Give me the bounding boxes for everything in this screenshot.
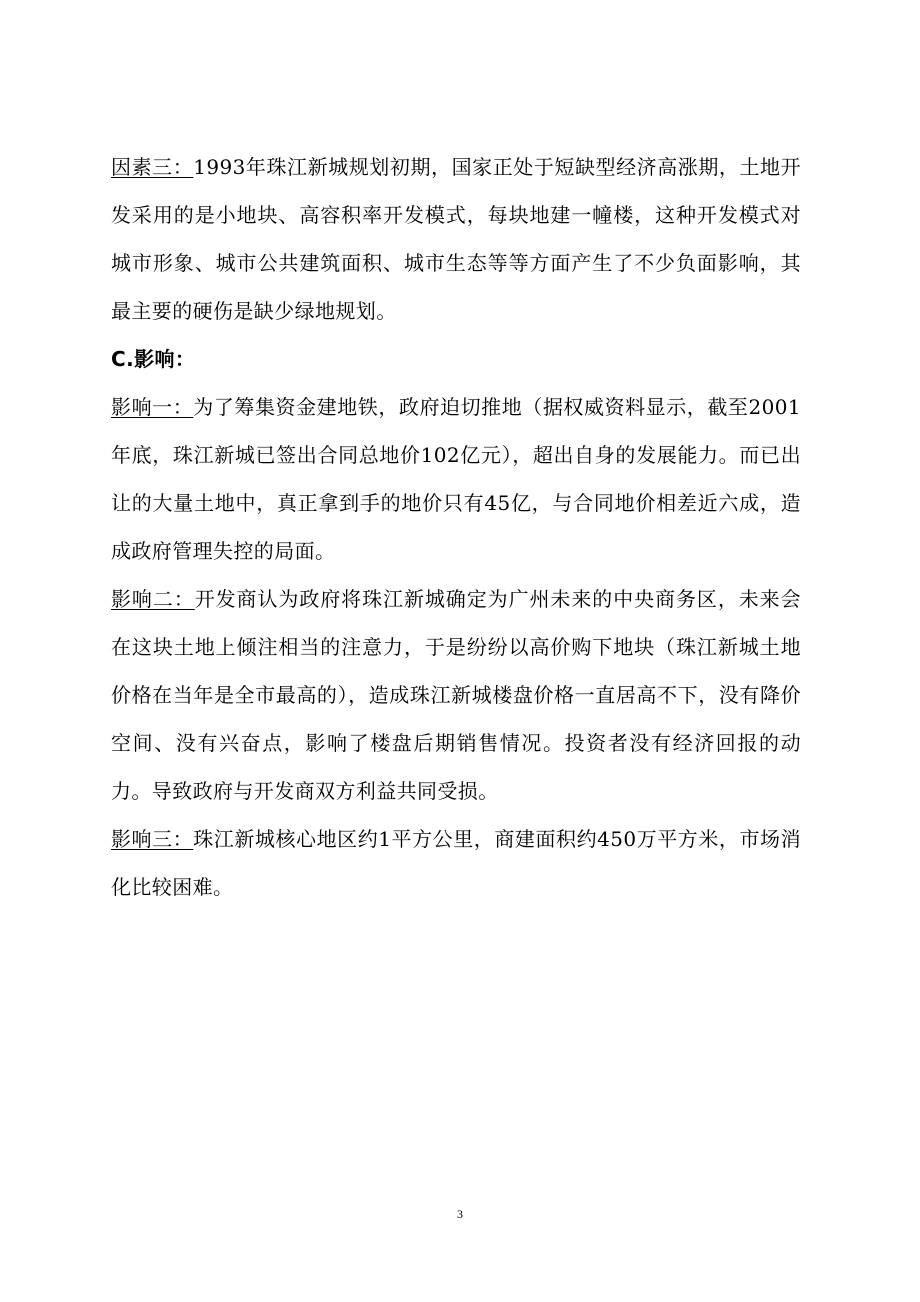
impact-three-paragraph (111, 815, 801, 911)
factor-three-paragraph (111, 143, 801, 335)
factor-three-text: 1993年珠江新城规划初期，国家正处于短缺型经济高涨期，土地开发采用的是小地块、高容积率开发模式，每块地建一幢楼，这种开发模式对城市形象、城市公共建筑面积、城市生态等等方面产生了不少负面影响，其最主要的硬伤是缺少绿地规划。 (111, 155, 801, 323)
page-number: 3 (457, 1207, 463, 1221)
impact-two-paragraph (111, 575, 801, 815)
impact-three-text: 珠江新城核心地区约1平方公里，商建面积约450万平方米，市场消化比较困难。 (111, 827, 801, 899)
impact-one-paragraph (111, 383, 801, 575)
factor-three-label: 因素三： (111, 155, 194, 179)
impact-two-text: 开发商认为政府将珠江新城确定为广州未来的中央商务区，未来会在这块土地上倾注相当的注意力，于是纷纷以高价购下地块（珠江新城土地价格在当年是全市最高的），造成珠江新城楼盘价格一直居高不下，没有降价空间、没有兴奋点，影响了楼盘后期销售情况。投资者没有经济回报的动力。导致政府与开发商双方利益共同受损。 (111, 587, 801, 803)
impact-one-text: 为了筹集资金建地铁，政府迫切推地（据权威资料显示，截至2001年底，珠江新城已签出合同总地价102亿元），超出自身的发展能力。而已出让的大量土地中，真正拿到手的地价只有45亿，与合同地价相差近六成，造成政府管理失控的局面。 (111, 395, 801, 563)
impact-one-label: 影响一： (111, 395, 194, 419)
document-body (111, 143, 801, 911)
impact-two-label: 影响二： (111, 587, 195, 611)
section-heading: C.影响： (111, 347, 196, 371)
impact-three-label: 影响三： (111, 827, 194, 851)
